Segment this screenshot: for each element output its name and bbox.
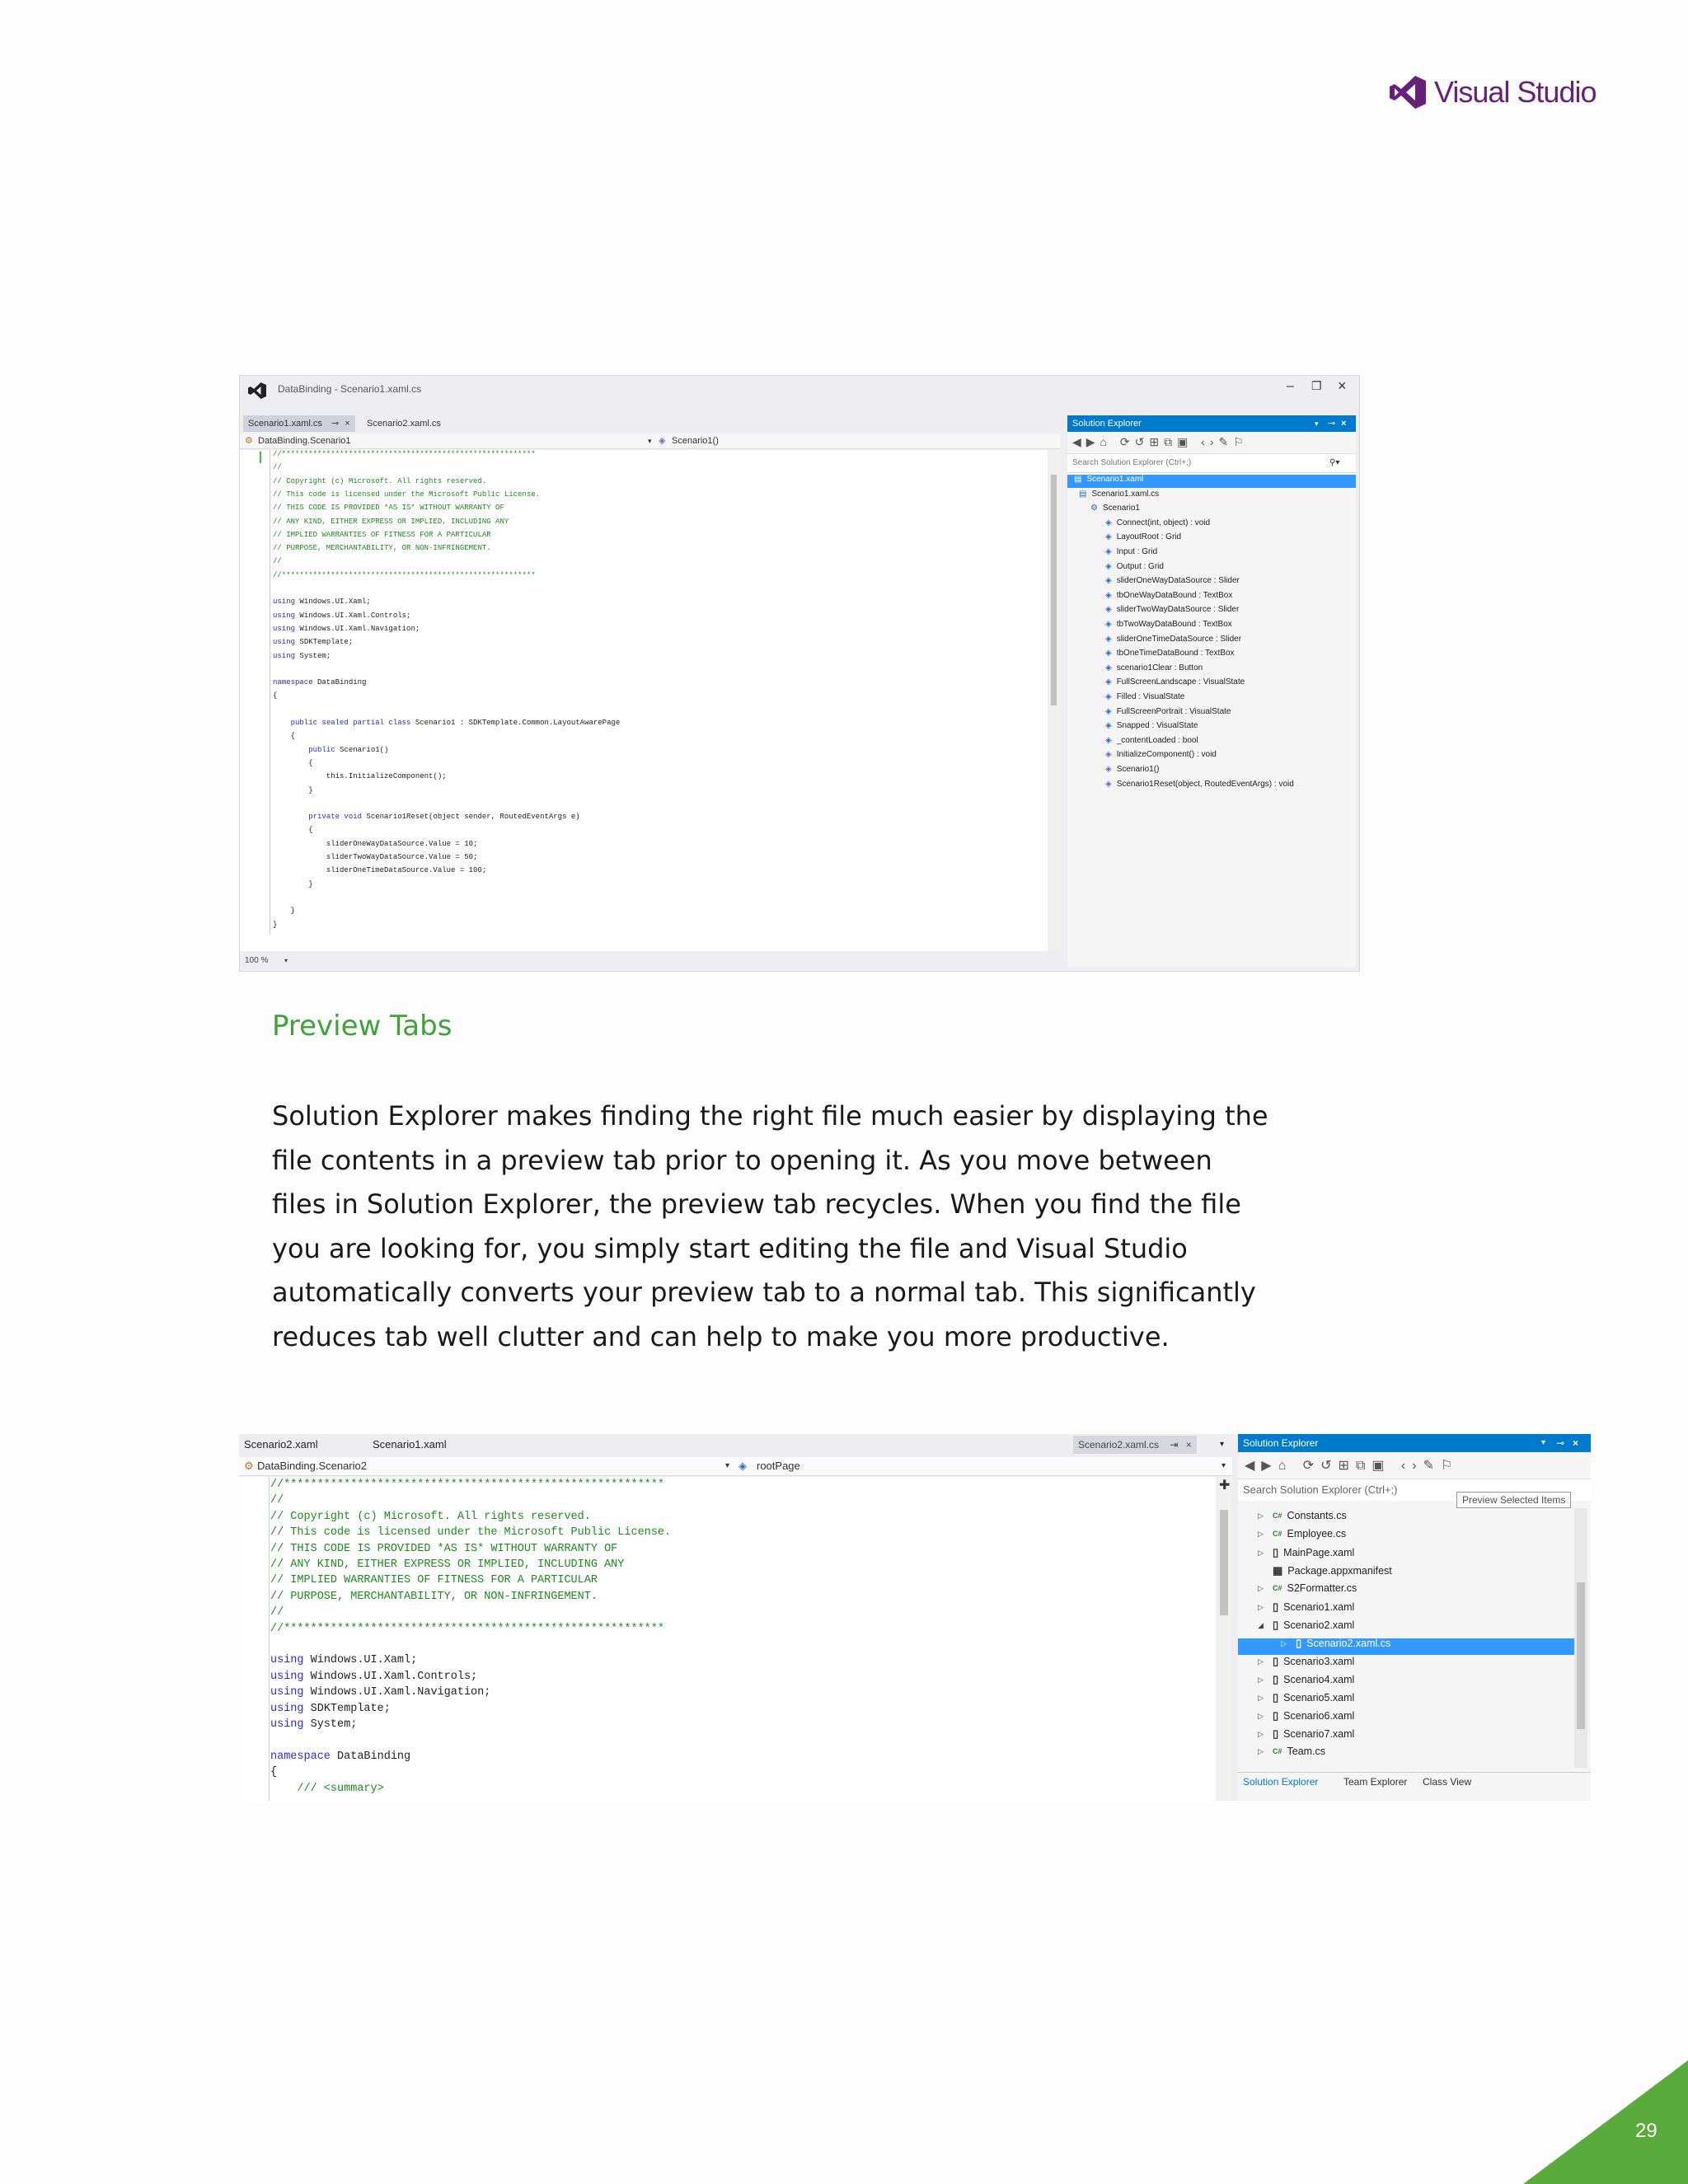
solution-explorer-panel	[1238, 1434, 1591, 1801]
tree-item[interactable]	[1258, 1746, 1325, 1757]
panel-bottom-tabs	[1238, 1772, 1591, 1791]
code-line: using Windows.UI.Xaml.Navigation;	[273, 624, 420, 633]
tree-item-label: Scenario1.xaml.cs	[1091, 489, 1160, 499]
code-line: public sealed partial class Scenario1 : SDKTemplate.Common.LayoutAwarePage	[290, 719, 621, 727]
code-line: using SDKTemplate;	[270, 1702, 391, 1715]
tab-solution-explorer[interactable]: Solution Explorer	[1243, 1776, 1319, 1788]
tree-item[interactable]	[1105, 692, 1184, 701]
file-icon: ▯	[1273, 1709, 1279, 1722]
zoom-dropdown-icon[interactable]: ▾	[284, 957, 288, 964]
code-line: //*********************************************************	[270, 1479, 664, 1491]
panel-scrollbar[interactable]	[1574, 1508, 1587, 1768]
tree-item-label: Filled : VisualState	[1116, 692, 1185, 701]
tree-item-label: Scenario5.xaml	[1283, 1692, 1355, 1704]
scrollbar-thumb[interactable]	[1051, 475, 1057, 705]
code-editor[interactable]	[240, 450, 1048, 951]
tree-item-label: Scenario4.xaml	[1283, 1674, 1355, 1685]
paragraph-line: files in Solution Explorer, the preview tab recycles. When you find the file	[272, 1188, 1241, 1220]
brand-name: Visual Studio	[1434, 75, 1597, 109]
member-icon: ◈	[1105, 692, 1112, 701]
code-line: //*********************************************************	[270, 1622, 664, 1635]
tree-item[interactable]	[1258, 1510, 1347, 1521]
expanded-arrow-icon[interactable]: ◢	[1258, 1620, 1264, 1629]
keep-open-icon[interactable]: ⇥	[1170, 1439, 1179, 1451]
tree-item-label: S2Formatter.cs	[1287, 1582, 1357, 1594]
pin-icon[interactable]: ⊸	[1328, 419, 1336, 429]
expand-arrow-icon[interactable]: ▷	[1258, 1529, 1264, 1538]
code-line: //	[273, 557, 282, 566]
outline-margin	[269, 1477, 270, 1801]
code-line: sliderTwoWayDataSource.Value = 50;	[273, 853, 478, 861]
search-placeholder: Search Solution Explorer (Ctrl+;)	[1243, 1483, 1398, 1496]
tree-item[interactable]	[1105, 765, 1159, 774]
tree-item[interactable]	[1258, 1691, 1354, 1704]
zoom-level[interactable]: 100 %	[245, 956, 269, 965]
code-line: // This code is licensed under the Microsoft Public License.	[273, 490, 541, 499]
tree-item-label: Team.cs	[1287, 1746, 1326, 1757]
tab-scenario1-xaml[interactable]: Scenario1.xaml	[373, 1438, 447, 1451]
tree-item[interactable]	[1105, 649, 1235, 658]
tree-item[interactable]	[1258, 1673, 1354, 1686]
tree-item[interactable]	[1074, 475, 1143, 484]
tree-item[interactable]	[1281, 1637, 1390, 1650]
visual-studio-logo-icon	[1390, 76, 1426, 109]
screenshot-scenario1	[239, 375, 1360, 972]
class-icon: ⚙	[1090, 504, 1098, 513]
tree-item-label: Scenario1Reset(object, RoutedEventArgs) : void	[1116, 779, 1294, 789]
solution-search-box[interactable]	[1067, 453, 1356, 473]
tree-item-label: Scenario2.xaml	[1283, 1619, 1355, 1631]
paragraph-line: file contents in a preview tab prior to opening it. As you move between	[272, 1144, 1212, 1176]
tree-item-label: Snapped : VisualState	[1116, 721, 1198, 731]
expand-arrow-icon[interactable]: ▷	[1258, 1675, 1264, 1684]
tree-item-label: Scenario1.xaml	[1283, 1601, 1355, 1613]
file-icon: ▯	[1273, 1546, 1279, 1558]
minimize-button[interactable]: –	[1287, 379, 1294, 393]
vs-app-icon	[248, 382, 266, 399]
panel-title: Solution Explorer	[1072, 419, 1142, 429]
tree-item[interactable]	[1105, 736, 1198, 745]
tab-strip	[239, 1434, 1236, 1455]
change-marker	[260, 452, 261, 463]
class-icon: ⚙	[244, 1460, 254, 1472]
code-line: using Windows.UI.Xaml.Controls;	[273, 611, 411, 620]
member-icon: ◈	[1105, 706, 1112, 716]
panel-title: Solution Explorer	[1243, 1437, 1319, 1449]
member-icon: ◈	[1105, 677, 1112, 687]
search-icon[interactable]: ⚲▾	[1329, 458, 1340, 467]
code-line: namespace DataBinding	[273, 678, 367, 687]
corner-triangle	[1523, 2060, 1688, 2184]
split-icon[interactable]: ✚	[1219, 1479, 1231, 1493]
tree-item-label: Package.appxmanifest	[1287, 1565, 1392, 1577]
panel-close-icon[interactable]: ×	[1341, 419, 1347, 429]
file-icon: ▤	[1074, 475, 1082, 484]
tab-class-view[interactable]: Class View	[1423, 1776, 1472, 1788]
tree-item[interactable]	[1105, 780, 1294, 789]
code-line: // This code is licensed under the Microsoft Public License.	[270, 1526, 672, 1540]
member-icon: ◈	[1105, 590, 1112, 600]
page-number: 29	[1635, 2120, 1658, 2142]
member-icon: ◈	[1105, 663, 1112, 673]
expand-arrow-icon[interactable]: ▷	[1258, 1693, 1264, 1702]
close-button[interactable]: ×	[1338, 377, 1347, 394]
code-line: {	[273, 758, 313, 767]
tree-item-label: Scenario1.xaml	[1086, 475, 1144, 484]
expand-arrow-icon[interactable]: ▷	[1258, 1711, 1264, 1720]
member-icon: ◈	[1105, 532, 1112, 542]
tab-strip	[240, 415, 1064, 432]
solution-explorer-titlebar	[1067, 415, 1356, 432]
member-icon: ◈	[1105, 634, 1112, 644]
code-line: using Windows.UI.Xaml.Controls;	[270, 1670, 478, 1683]
code-line: sliderOneWayDataSource.Value = 10;	[273, 839, 478, 848]
tree-item[interactable]	[1105, 591, 1232, 600]
tree-item-label: Scenario3.xaml	[1283, 1656, 1355, 1667]
code-line: // IMPLIED WARRANTIES OF FITNESS FOR A PARTICULAR	[270, 1574, 598, 1587]
code-line: {	[273, 826, 313, 835]
expand-arrow-icon[interactable]: ▷	[1258, 1602, 1264, 1611]
tree-item-label: MainPage.xaml	[1283, 1547, 1355, 1558]
editor-scrollbar[interactable]	[1048, 450, 1060, 951]
code-line: /// <summary>	[270, 1782, 384, 1795]
title-bar	[240, 376, 1359, 402]
member-icon: ◈	[1105, 620, 1112, 629]
tree-item-label: tbTwoWayDataBound : TextBox	[1116, 620, 1232, 629]
tree-item-label: tbOneTimeDataBound : TextBox	[1116, 649, 1235, 658]
tree-item[interactable]	[1105, 547, 1157, 556]
member-icon: ◈	[1105, 518, 1112, 527]
restore-button[interactable]: ❐	[1311, 379, 1322, 392]
expand-arrow-icon[interactable]: ▷	[1258, 1548, 1264, 1557]
tree-item[interactable]	[1105, 620, 1232, 629]
code-line: private void Scenario1Reset(object sender, RoutedEventArgs e)	[308, 813, 580, 822]
navigation-bar	[239, 1457, 1232, 1476]
csharp-file-icon: C#	[1273, 1530, 1282, 1538]
tab-scenario2-xaml[interactable]: Scenario2.xaml	[244, 1438, 318, 1451]
tree-item[interactable]	[1105, 663, 1203, 673]
code-line: sliderOneTimeDataSource.Value = 100;	[273, 866, 487, 875]
code-line: // Copyright (c) Microsoft. All rights reserved.	[273, 476, 487, 485]
code-line: }	[273, 907, 296, 916]
tree-item-label: Output : Grid	[1116, 561, 1164, 571]
tab-scenario1-xaml-cs[interactable]	[243, 415, 355, 432]
tree-item[interactable]	[1105, 677, 1245, 687]
preview-tab-label: Scenario2.xaml.cs	[1078, 1439, 1160, 1451]
tree-item-label: Employee.cs	[1287, 1528, 1347, 1540]
file-icon: ▯	[1273, 1601, 1279, 1613]
scrollbar-thumb[interactable]	[1577, 1582, 1585, 1729]
tree-item-label: sliderOneWayDataSource : Slider	[1116, 576, 1240, 586]
panel-close-icon[interactable]: ×	[1573, 1437, 1579, 1449]
code-line: // THIS CODE IS PROVIDED *AS IS* WITHOUT WARRANTY OF	[270, 1542, 618, 1555]
tree-item[interactable]	[1258, 1655, 1354, 1668]
tree-item[interactable]	[1258, 1601, 1354, 1614]
tree-item-label: InitializeComponent() : void	[1116, 750, 1217, 760]
tree-item-label: Connect(int, object) : void	[1116, 518, 1211, 527]
tree-item[interactable]	[1105, 532, 1181, 541]
scrollbar-thumb[interactable]	[1220, 1510, 1228, 1615]
file-icon: ▦	[1273, 1564, 1283, 1577]
window-title: DataBinding - Scenario1.xaml.cs	[278, 383, 422, 395]
tree-item-label: FullScreenLandscape : VisualState	[1116, 677, 1245, 687]
member-icon: ◈	[1105, 576, 1112, 586]
close-icon[interactable]: ×	[345, 419, 350, 429]
code-line: // Copyright (c) Microsoft. All rights reserved.	[270, 1510, 591, 1523]
solution-explorer-toolbar[interactable]: ◀▶⌂ ⟳↺⊞⧉▣ ‹›✎⚐	[1072, 435, 1249, 448]
code-line: //	[270, 1494, 284, 1507]
expand-arrow-icon[interactable]: ▷	[1281, 1638, 1287, 1647]
type-dropdown[interactable]: DataBinding.Scenario1	[258, 436, 351, 446]
tree-item[interactable]	[1105, 750, 1217, 759]
tree-item[interactable]	[1258, 1528, 1346, 1540]
tree-item[interactable]	[1105, 562, 1164, 571]
pin-icon[interactable]: ⊸	[331, 419, 340, 429]
expand-arrow-icon[interactable]: ▷	[1258, 1729, 1264, 1738]
csharp-file-icon: C#	[1273, 1584, 1282, 1592]
paragraph-line: you are looking for, you simply start editing the file and Visual Studio	[272, 1232, 1188, 1264]
file-icon: ▯	[1273, 1619, 1279, 1631]
csharp-file-icon: C#	[1273, 1747, 1282, 1755]
code-line: //*********************************************************	[273, 570, 536, 579]
tree-item-label: Scenario1	[1102, 504, 1140, 513]
tree-item[interactable]	[1258, 1582, 1357, 1594]
file-icon: ▯	[1273, 1727, 1279, 1740]
tree-item[interactable]	[1258, 1727, 1354, 1741]
tree-item[interactable]	[1105, 518, 1210, 527]
member-icon: ◈	[1105, 547, 1112, 556]
tab-dropdown-icon[interactable]: ▾	[1220, 1440, 1225, 1449]
code-line: namespace DataBinding	[270, 1750, 411, 1763]
preview-tooltip: Preview Selected Items	[1456, 1492, 1571, 1508]
zoom-bar	[240, 951, 1048, 971]
tab-team-explorer[interactable]: Team Explorer	[1343, 1776, 1408, 1788]
code-editor[interactable]	[239, 1477, 1216, 1801]
section-paragraph	[272, 1094, 1343, 1359]
expand-arrow-icon[interactable]: ▷	[1258, 1583, 1264, 1592]
tree-item-label: Scenario2.xaml.cs	[1306, 1638, 1391, 1649]
tree-item[interactable]	[1258, 1709, 1354, 1722]
method-icon: ◈	[659, 436, 666, 446]
member-dropdown[interactable]: Scenario1()	[672, 436, 719, 446]
member-icon: ◈	[1105, 561, 1112, 571]
visual-studio-logo	[1390, 71, 1596, 114]
close-icon[interactable]: ×	[1185, 1439, 1192, 1451]
tree-item-label: _contentLoaded : bool	[1116, 735, 1198, 745]
code-line: {	[270, 1766, 278, 1779]
member-icon: ◈	[1105, 765, 1112, 774]
tree-item[interactable]	[1090, 504, 1140, 513]
code-line: // THIS CODE IS PROVIDED *AS IS* WITHOUT WARRANTY OF	[273, 504, 504, 513]
file-icon: ▯	[1273, 1655, 1279, 1667]
tab-label: Scenario1.xaml.cs	[248, 419, 322, 429]
preview-tab[interactable]	[1073, 1436, 1197, 1454]
tree-item-label: Constants.cs	[1287, 1510, 1347, 1521]
expand-arrow-icon[interactable]: ▷	[1258, 1657, 1264, 1666]
file-icon: ▤	[1079, 489, 1087, 499]
chevron-down-icon: ▾	[648, 437, 652, 445]
member-dropdown[interactable]: rootPage	[757, 1460, 800, 1472]
code-line: using System;	[273, 651, 331, 660]
tree-item-label: sliderOneTimeDataSource : Slider	[1116, 634, 1242, 644]
tree-item[interactable]	[1258, 1546, 1354, 1559]
code-line: // IMPLIED WARRANTIES OF FITNESS FOR A PARTICULAR	[273, 530, 491, 539]
tree-item[interactable]	[1105, 635, 1241, 644]
chevron-down-icon: ▾	[1221, 1461, 1226, 1470]
code-line: //*********************************************************	[273, 450, 536, 458]
code-line: }	[273, 785, 313, 794]
expand-arrow-icon[interactable]: ▷	[1258, 1511, 1264, 1520]
member-icon: ◈	[1105, 750, 1112, 760]
type-dropdown[interactable]: DataBinding.Scenario2	[257, 1460, 367, 1472]
member-icon: ◈	[1105, 649, 1112, 658]
file-icon: ▯	[1273, 1673, 1279, 1685]
tree-item[interactable]	[1105, 576, 1240, 585]
expand-arrow-icon[interactable]: ▷	[1258, 1746, 1264, 1755]
code-line: using SDKTemplate;	[273, 638, 354, 647]
search-placeholder: Search Solution Explorer (Ctrl+;)	[1072, 458, 1192, 467]
code-line: }	[273, 920, 278, 929]
tree-item-label: Scenario7.xaml	[1283, 1728, 1355, 1740]
tree-item[interactable]	[1105, 605, 1239, 614]
code-line: // PURPOSE, MERCHANTABILITY, OR NON-INFRINGEMENT.	[273, 544, 491, 553]
panel-dropdown-icon[interactable]: ▾	[1315, 419, 1319, 428]
member-icon: ◈	[1105, 721, 1112, 731]
tree-item-label: Scenario1()	[1116, 765, 1160, 774]
pin-icon[interactable]: ⊸	[1556, 1437, 1565, 1449]
screenshot-scenario2	[239, 1434, 1591, 1801]
tree-item-label: Input : Grid	[1116, 547, 1158, 556]
tree-item-label: scenario1Clear : Button	[1116, 663, 1203, 673]
tree-item[interactable]	[1079, 490, 1159, 499]
tree-item[interactable]	[1105, 707, 1231, 716]
paragraph-line: Solution Explorer makes finding the right file much easier by displaying the	[272, 1100, 1268, 1132]
tree-item[interactable]	[1258, 1564, 1392, 1577]
code-line: using Windows.UI.Xaml.Navigation;	[270, 1686, 491, 1699]
tree-item-label: Scenario6.xaml	[1283, 1710, 1355, 1722]
tree-item[interactable]	[1105, 721, 1198, 730]
paragraph-line: automatically converts your preview tab to a normal tab. This significantly	[272, 1277, 1256, 1308]
code-line: // ANY KIND, EITHER EXPRESS OR IMPLIED, INCLUDING ANY	[273, 517, 509, 526]
editor-scrollbar[interactable]	[1216, 1477, 1232, 1801]
tab-scenario2-xaml-cs[interactable]: Scenario2.xaml.cs	[367, 419, 441, 429]
code-line: public Scenario1()	[308, 745, 389, 754]
field-icon: ◈	[738, 1460, 747, 1472]
tree-item-label: LayoutRoot : Grid	[1116, 532, 1182, 542]
chevron-down-icon: ▾	[725, 1461, 730, 1470]
solution-explorer-toolbar[interactable]: ◀▶⌂ ⟳↺⊞⧉▣ ‹›✎⚐	[1245, 1459, 1460, 1473]
code-line: // ANY KIND, EITHER EXPRESS OR IMPLIED, INCLUDING ANY	[270, 1558, 625, 1571]
file-icon: ▯	[1296, 1637, 1302, 1649]
section-heading: Preview Tabs	[272, 1010, 452, 1043]
tree-item-label: FullScreenPortrait : VisualState	[1116, 706, 1231, 716]
member-icon: ◈	[1105, 779, 1112, 789]
panel-dropdown-icon[interactable]: ▾	[1541, 1438, 1546, 1447]
solution-explorer-panel	[1067, 415, 1356, 968]
code-line: {	[273, 691, 278, 701]
class-icon: ⚙	[245, 436, 253, 446]
code-line: //	[270, 1606, 284, 1619]
tree-item[interactable]	[1258, 1619, 1354, 1632]
tree-item-label: tbOneWayDataBound : TextBox	[1116, 590, 1233, 600]
code-line: }	[273, 879, 313, 888]
member-icon: ◈	[1105, 605, 1112, 615]
csharp-file-icon: C#	[1273, 1511, 1282, 1520]
paragraph-line: reduces tab well clutter and can help to make you more productive.	[272, 1320, 1170, 1352]
solution-explorer-titlebar	[1238, 1434, 1591, 1452]
navigation-bar	[240, 434, 1060, 449]
code-line: //	[273, 463, 282, 472]
tree-item-label: sliderTwoWayDataSource : Slider	[1116, 605, 1240, 615]
member-icon: ◈	[1105, 735, 1112, 745]
code-line: // PURPOSE, MERCHANTABILITY, OR NON-INFRINGEMENT.	[270, 1590, 598, 1603]
code-line: this.InitializeComponent();	[273, 772, 447, 781]
file-icon: ▯	[1273, 1691, 1279, 1704]
code-line: using Windows.UI.Xaml;	[273, 598, 371, 607]
code-line: {	[273, 732, 296, 741]
code-line: using Windows.UI.Xaml;	[270, 1654, 418, 1667]
code-line: using System;	[270, 1718, 358, 1731]
